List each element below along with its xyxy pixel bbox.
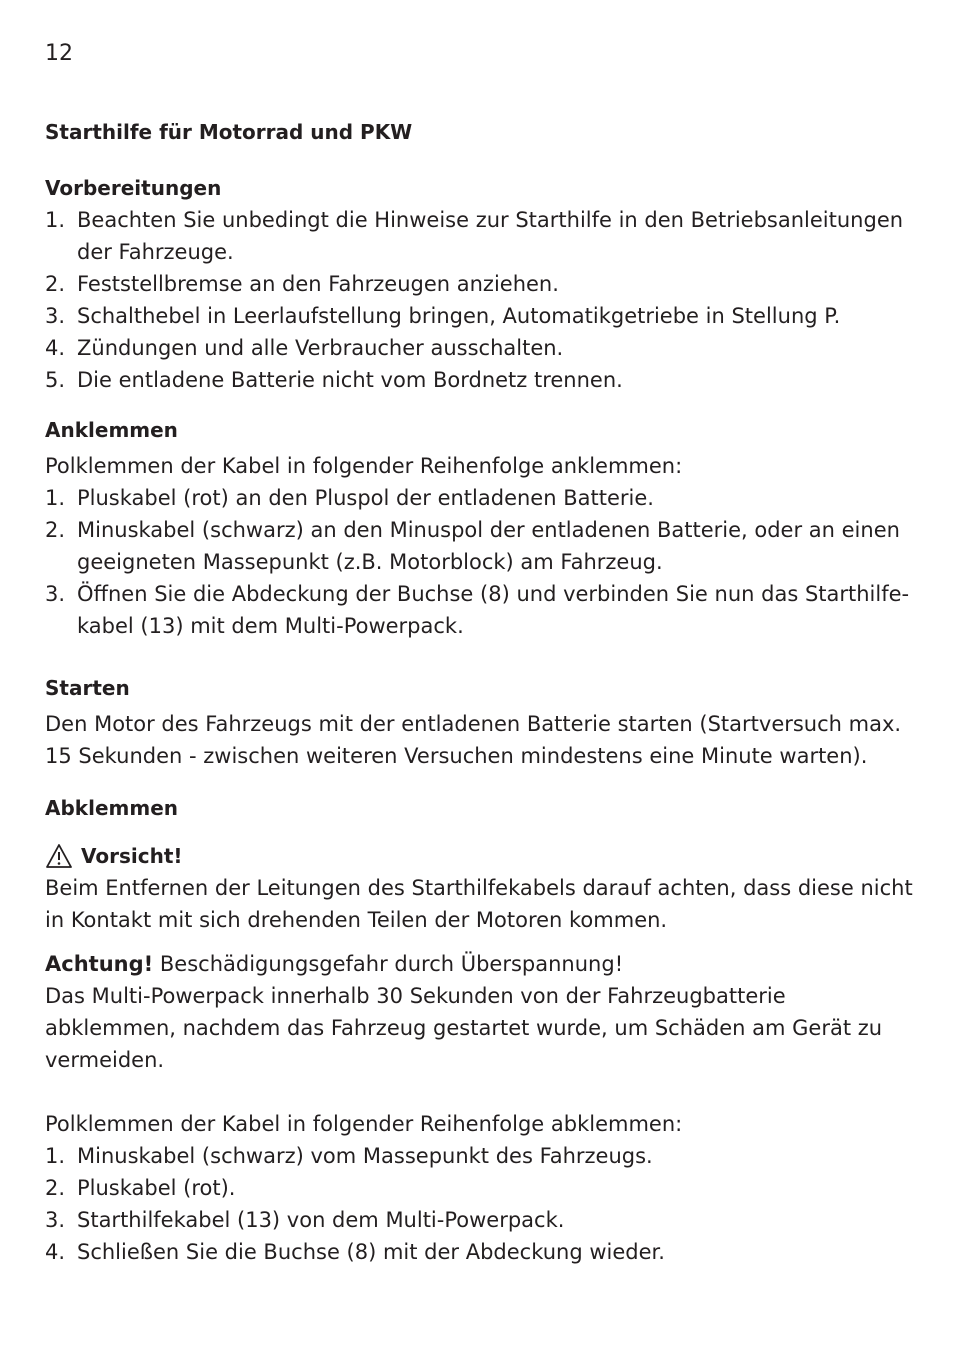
attention-label: Achtung! [45, 952, 154, 976]
list-item [45, 1140, 915, 1172]
caution-label: Vorsicht! [81, 844, 183, 868]
caution-text: Beim Entfernen der Leitungen des Starthilfekabels darauf achten, dass diese nicht in Kontakt mit sich drehenden Teilen der Motoren kommen. [45, 876, 913, 932]
list-item-text: Feststellbremse an den Fahrzeugen anziehen. [77, 272, 559, 296]
list-item-number: 1. [45, 208, 66, 232]
list-item-number: 2. [45, 1176, 66, 1200]
list-item-number: 3. [45, 1208, 66, 1232]
section-abklemmen [45, 792, 915, 1268]
heading-anklemmen: Anklemmen [45, 418, 178, 442]
list-item-text: Schließen Sie die Buchse (8) mit der Abdeckung wieder. [77, 1240, 665, 1264]
list-item-text: Zündungen und alle Verbraucher ausschalten. [77, 336, 564, 360]
list-item-text: Minuskabel (schwarz) an den Minuspol der entladenen Batterie, oder an einen geeigneten Massepunkt (z.B. Motorblock) am Fahrzeug. [77, 518, 900, 574]
list-item-text: Schalthebel in Leerlaufstellung bringen, Automatikgetriebe in Stellung P. [77, 304, 841, 328]
list-item-number: 5. [45, 368, 66, 392]
attention-detail: Das Multi-Powerpack innerhalb 30 Sekunden von der Fahrzeugbatterie abklemmen, nachdem das Fahrzeug gestartet wurde, um Schäden am Gerät zu vermeiden. [45, 984, 883, 1072]
list-item-text: Starthilfekabel (13) von dem Multi-Powerpack. [77, 1208, 565, 1232]
section-starten [45, 672, 915, 772]
heading-starten: Starten [45, 676, 130, 700]
list-item-number: 1. [45, 486, 66, 510]
attention-text: Beschädigungsgefahr durch Überspannung! [153, 952, 624, 976]
list-item-number: 4. [45, 1240, 66, 1264]
document-page [45, 38, 915, 1268]
starten-text: Den Motor des Fahrzeugs mit der entladenen Batterie starten (Startversuch max. 15 Sekunden - zwischen weiteren Versuchen mindestens eine Minute warten). [45, 712, 902, 768]
list-item-text: Pluskabel (rot). [77, 1176, 236, 1200]
list-item [45, 578, 915, 642]
list-item-number: 1. [45, 1144, 66, 1168]
list-item-number: 4. [45, 336, 66, 360]
heading-abklemmen: Abklemmen [45, 796, 178, 820]
list-item [45, 514, 915, 578]
section-vorbereitungen [45, 172, 915, 396]
list-item [45, 204, 915, 268]
list-item [45, 1236, 915, 1268]
caution-heading [45, 840, 915, 872]
list-item [45, 300, 915, 332]
list-item [45, 364, 915, 396]
list-item-text: Beachten Sie unbedingt die Hinweise zur Starthilfe in den Betriebsanleitungen der Fahrzeuge. [77, 208, 904, 264]
list-abklemmen [45, 1140, 915, 1268]
list-item [45, 482, 915, 514]
list-vorbereitungen [45, 204, 915, 396]
list-item-number: 3. [45, 582, 66, 606]
list-item [45, 332, 915, 364]
list-item [45, 1172, 915, 1204]
section-anklemmen [45, 414, 915, 642]
list-item-number: 2. [45, 272, 66, 296]
list-item-text: Pluskabel (rot) an den Pluspol der entladenen Batterie. [77, 486, 654, 510]
list-anklemmen [45, 482, 915, 642]
attention-line [45, 948, 915, 980]
list-item-number: 2. [45, 518, 66, 542]
heading-vorbereitungen: Vorbereitungen [45, 176, 222, 200]
list-item-text: Minuskabel (schwarz) vom Massepunkt des Fahrzeugs. [77, 1144, 653, 1168]
list-item-number: 3. [45, 304, 66, 328]
list-item [45, 268, 915, 300]
abklemmen-intro: Polklemmen der Kabel in folgender Reihenfolge abklemmen: [45, 1112, 683, 1136]
page-number: 12 [45, 41, 73, 66]
anklemmen-intro: Polklemmen der Kabel in folgender Reihenfolge anklemmen: [45, 454, 683, 478]
list-item-text: Die entladene Batterie nicht vom Bordnetz trennen. [77, 368, 623, 392]
page-title: Starthilfe für Motorrad und PKW [45, 120, 413, 144]
list-item-text: Öffnen Sie die Abdeckung der Buchse (8) und verbinden Sie nun das Starthilfe-kabel (13) mit dem Multi-Powerpack. [77, 582, 910, 638]
warning-triangle-icon [45, 843, 73, 869]
list-item [45, 1204, 915, 1236]
